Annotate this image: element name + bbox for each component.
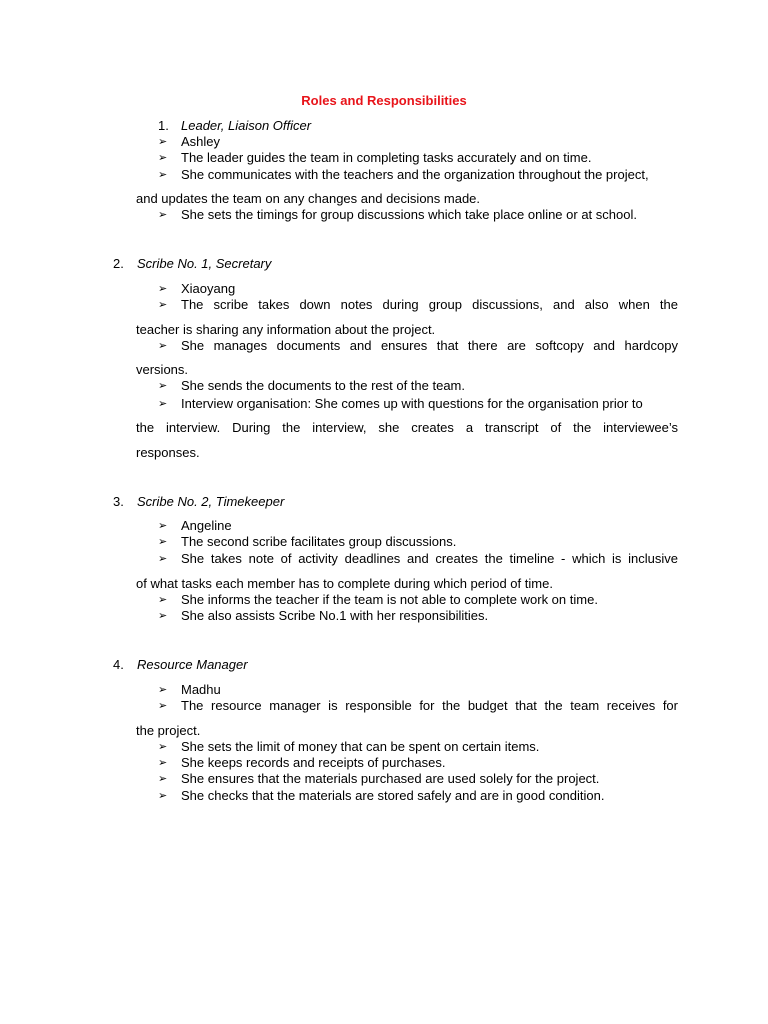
bullet-arrow-icon: ➢ bbox=[158, 594, 168, 606]
list-item-continuation: of what tasks each member has to complete during which period of time. bbox=[136, 576, 553, 591]
bullet-arrow-icon: ➢ bbox=[158, 757, 168, 769]
section-heading bbox=[113, 256, 272, 272]
section-number: 4. bbox=[113, 657, 124, 672]
list-item-continuation: the interview. During the interview, she creates a transcript of the interviewee’s bbox=[136, 420, 678, 435]
list-item-continuation: the project. bbox=[136, 723, 201, 738]
bullet-arrow-icon: ➢ bbox=[158, 380, 168, 392]
bullet-arrow-icon: ➢ bbox=[158, 610, 168, 622]
bullet-arrow-icon: ➢ bbox=[158, 700, 168, 712]
list-item-continuation: responses. bbox=[136, 445, 200, 460]
bullet-arrow-icon: ➢ bbox=[158, 684, 168, 696]
section-heading bbox=[113, 494, 285, 510]
section-role: Scribe No. 2, Timekeeper bbox=[137, 494, 285, 509]
list-item-continuation: versions. bbox=[136, 362, 189, 377]
bullet-arrow-icon: ➢ bbox=[158, 520, 168, 532]
bullet-arrow-icon: ➢ bbox=[158, 398, 168, 410]
bullet-arrow-icon: ➢ bbox=[158, 136, 168, 148]
page-title: Roles and Responsibilities bbox=[301, 93, 467, 108]
bullet-arrow-icon: ➢ bbox=[158, 790, 168, 802]
section-number: 1. bbox=[158, 118, 169, 133]
section-role: Resource Manager bbox=[137, 657, 248, 672]
bullet-arrow-icon: ➢ bbox=[158, 152, 168, 164]
bullet-arrow-icon: ➢ bbox=[158, 283, 168, 295]
bullet-arrow-icon: ➢ bbox=[158, 553, 168, 565]
section-heading bbox=[158, 118, 312, 134]
section-role: Scribe No. 1, Secretary bbox=[137, 256, 272, 271]
section-number: 2. bbox=[113, 256, 124, 271]
bullet-arrow-icon: ➢ bbox=[158, 741, 168, 753]
section-role: Leader, Liaison Officer bbox=[181, 118, 312, 133]
bullet-arrow-icon: ➢ bbox=[158, 169, 168, 181]
bullet-arrow-icon: ➢ bbox=[158, 773, 168, 785]
list-item-continuation: and updates the team on any changes and decisions made. bbox=[136, 191, 481, 206]
list-item-continuation: teacher is sharing any information about the project. bbox=[136, 322, 436, 337]
bullet-arrow-icon: ➢ bbox=[158, 209, 168, 221]
bullet-arrow-icon: ➢ bbox=[158, 340, 168, 352]
section-number: 3. bbox=[113, 494, 124, 509]
bullet-arrow-icon: ➢ bbox=[158, 299, 168, 311]
section-heading bbox=[113, 657, 248, 673]
bullet-arrow-icon: ➢ bbox=[158, 536, 168, 548]
